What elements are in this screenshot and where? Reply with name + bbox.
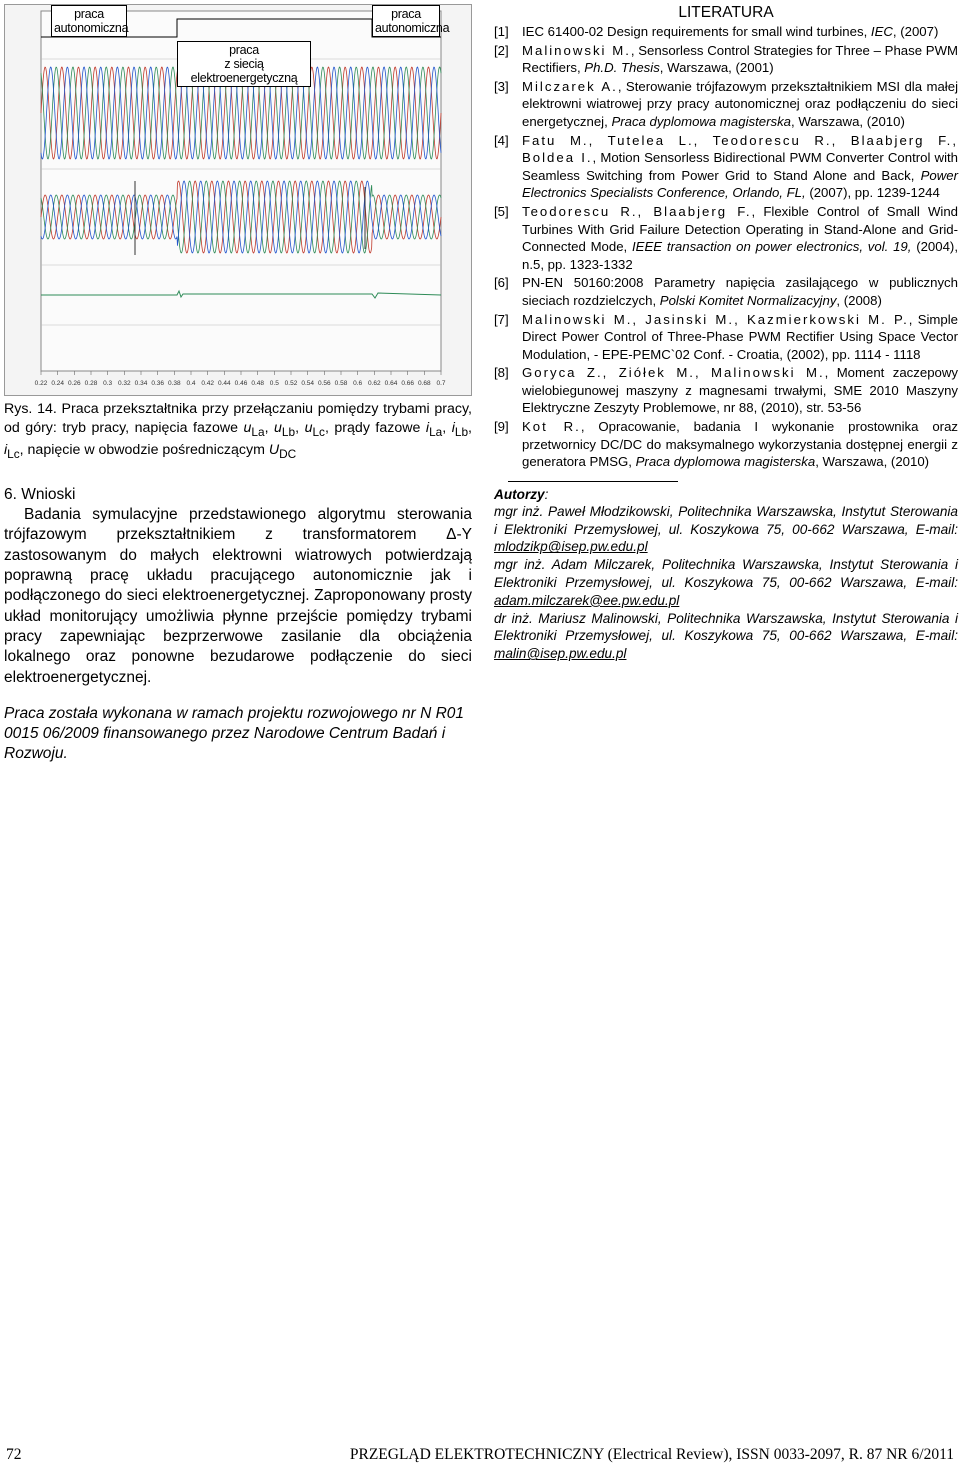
- x-tick-label: 0.68: [418, 380, 431, 387]
- label-autonomous-right: praca autonomiczna: [372, 5, 440, 37]
- x-tick-label: 0.44: [218, 380, 231, 387]
- authors-list: [494, 503, 958, 663]
- acknowledgement: Praca została wykonana w ramach projektu rozwojowego nr N R01 0015 06/2009 finansowanego przez Narodowe Centrum Badań i Rozwoju.: [4, 704, 465, 762]
- x-tick-label: 0.66: [401, 380, 414, 387]
- label-autonomous-left: praca autonomiczna: [51, 5, 127, 37]
- reference-item: [494, 203, 958, 273]
- reference-text: Milczarek A., Sterowanie trójfazowym przekształtnikiem MSI dla małej elektrowni wiatrowej przy pracy autonomicznej oraz podłączeniu do sieci energetycznej, Praca dyplomowa magisterska, Warszawa, (2010): [522, 78, 958, 129]
- reference-item: [494, 42, 958, 77]
- reference-item: [494, 274, 958, 309]
- divider: [508, 481, 678, 482]
- x-tick-label: 0.3: [103, 380, 113, 387]
- right-column: [494, 4, 958, 663]
- x-tick-label: 0.54: [301, 380, 314, 387]
- x-tick-label: 0.46: [234, 380, 248, 387]
- reference-number: [8]: [494, 365, 509, 381]
- conclusions-paragraph: Badania symulacyjne przedstawionego algorytmu sterowania trójfazowym przekształtnikiem z transformatorem Δ-Y zastosowanym do małych elektrowni wiatrowych potwierdzają poprawną pracę układu pracującego autonomicznie jak i podłączonego do sieci elektroenergetycznej. Zaproponowany prosty układ monitorujący umożliwia płynne przejście pomiędzy trybami pracy zapewniając bezprzerwowe zasilanie dla obciążenia lokalnego oraz ponowne bezudarowe podłączenie do sieci elektroenergetycznej.: [4, 506, 472, 686]
- reference-number: [4]: [494, 132, 509, 148]
- reference-text: PN-EN 50160:2008 Parametry napięcia zasilającego w publicznych sieciach rozdzielczych, Polski Komitet Normalizacyjny, (2008): [522, 275, 958, 308]
- reference-text: Fatu M., Tutelea L., Teodorescu R., Blaabjerg F., Boldea I., Motion Sensorless Bidirectional PWM Converter Control with Seamless Switching from Power Grid to Stand Alone and Back, Power Electronics Specialists Conference, Orlando, FL, (2007), pp. 1239-1244: [522, 132, 958, 201]
- authors-title: Autorzy:: [494, 486, 549, 502]
- x-tick-label: 0.6: [353, 380, 363, 387]
- x-tick-label: 0.24: [51, 380, 64, 387]
- reference-number: [9]: [494, 419, 509, 435]
- reference-number: [7]: [494, 311, 509, 327]
- x-tick-label: 0.42: [201, 380, 214, 387]
- author-email-link[interactable]: adam.milczarek@ee.pw.edu.pl: [494, 592, 680, 608]
- x-tick-label: 0.62: [368, 380, 381, 387]
- author-entry: mgr inż. Adam Milczarek, Politechnika Warszawska, Instytut Sterowania i Elektroniki Przemysłowej, ul. Koszykowa 75, 00-662 Warszawa, E-mail: adam.milczarek@ee.pw.edu.pl: [494, 557, 958, 608]
- page-number: 72: [6, 1446, 22, 1463]
- author-email-link[interactable]: malin@isep.pw.edu.pl: [494, 646, 627, 662]
- reference-item: [494, 23, 958, 41]
- x-tick-label: 0.22: [34, 380, 48, 387]
- reference-text: Kot R., Opracowanie, badania I wykonanie prostownika oraz przetwornicy DC/DC do maksymalnego wykorzystania dostępnej energii z generatora PMSG, Praca dyplomowa magisterska, Warszawa, (2010): [522, 419, 958, 470]
- label-grid-connected: praca z siecią elektroenergetyczną: [177, 41, 311, 87]
- x-tick-label: 0.52: [284, 380, 298, 387]
- reference-number: [6]: [494, 275, 509, 291]
- author-entry: mgr inż. Paweł Młodzikowski, Politechnika Warszawska, Instytut Sterowania i Elektroniki Przemysłowej, ul. Koszykowa 75, 00-662 Warszawa, E-mail: mlodzikp@isep.pw.edu.pl: [494, 503, 958, 555]
- journal-name: PRZEGLĄD ELEKTROTECHNICZNY (Electrical Review), ISSN 0033-2097, R. 87 NR 6/2011: [349, 1446, 954, 1463]
- reference-text: Malinowski M., Sensorless Control Strategies for Three – Phase PWM Rectifiers, Ph.D. Thesis, Warszawa, (2001): [522, 42, 959, 76]
- reference-number: [2]: [494, 42, 509, 58]
- reference-text: Goryca Z., Ziółek M., Malinowski M., Moment zaczepowy wielobiegunowej maszyny z magnesami trwałymi, SME 2010 Maszyny Elektryczne Zeszyty Problemowe, nr 88, (2010), str. 53-56: [522, 365, 958, 416]
- reference-number: [1]: [494, 24, 509, 39]
- x-tick-label: 0.34: [134, 380, 148, 387]
- reference-text: Teodorescu R., Blaabjerg F., Flexible Control of Small Wind Turbines With Grid Failure Detection Operating in Stand-Alone and Grid-Connected Mode, IEEE transaction on power electronics, vol. 19, (2004), n.5, pp. 1323-1332: [522, 203, 958, 272]
- author-entry: dr inż. Mariusz Malinowski, Politechnika Warszawska, Instytut Sterowania i Elektroniki Przemysłowej, ul. Koszykowa 75, 00-662 Warszawa, E-mail: malin@isep.pw.edu.pl: [494, 610, 958, 662]
- x-tick-label: 0.32: [118, 380, 131, 387]
- simulation-figure: [4, 4, 472, 396]
- references-list: [494, 23, 958, 471]
- x-tick-label: 0.28: [84, 380, 98, 387]
- section-title: 6. Wnioski: [4, 486, 76, 504]
- reference-number: [5]: [494, 203, 509, 219]
- reference-text: IEC 61400-02 Design requirements for small wind turbines, IEC, (2007): [522, 24, 939, 39]
- author-email-link[interactable]: mlodzikp@isep.pw.edu.pl: [494, 539, 648, 555]
- reference-item: [494, 78, 958, 131]
- x-tick-label: 0.26: [68, 380, 81, 387]
- reference-number: [3]: [494, 78, 509, 94]
- x-tick-label: 0.58: [334, 380, 348, 387]
- x-tick-label: 0.7: [436, 380, 446, 387]
- left-column: [4, 4, 472, 764]
- reference-item: [494, 364, 958, 417]
- x-tick-label: 0.56: [318, 380, 331, 387]
- references-title: LITERATURA: [678, 4, 774, 21]
- reference-item: [494, 311, 958, 364]
- x-tick-label: 0.4: [186, 380, 196, 387]
- reference-item: [494, 132, 958, 202]
- x-tick-label: 0.5: [269, 380, 279, 387]
- x-tick-label: 0.36: [151, 380, 164, 387]
- reference-item: [494, 418, 958, 471]
- x-tick-label: 0.38: [168, 380, 181, 387]
- x-tick-label: 0.48: [251, 380, 264, 387]
- reference-text: Malinowski M., Jasinski M., Kazmierkowski M. P., Simple Direct Power Control of Three-Phase PWM Rectifier Using Space Vector Modulation, - EPE-PEMC`02 Conf. - Croatia, (2002), pp. 1114 - 1118: [522, 311, 959, 362]
- figure-caption: Rys. 14. Praca przekształtnika przy przełączaniu pomiędzy trybami pracy, od góry: tryb pracy, napięcia fazowe $u_{La}$, $u_{Lb}$, $u_{Lc}$, prądy fazowe $i_{La}$, $i_{Lb}$, $i_{Lc}$, napięcie w obwodzie pośredniczącym $U_{DC}$: [4, 401, 472, 461]
- x-tick-label: 0.64: [384, 380, 398, 387]
